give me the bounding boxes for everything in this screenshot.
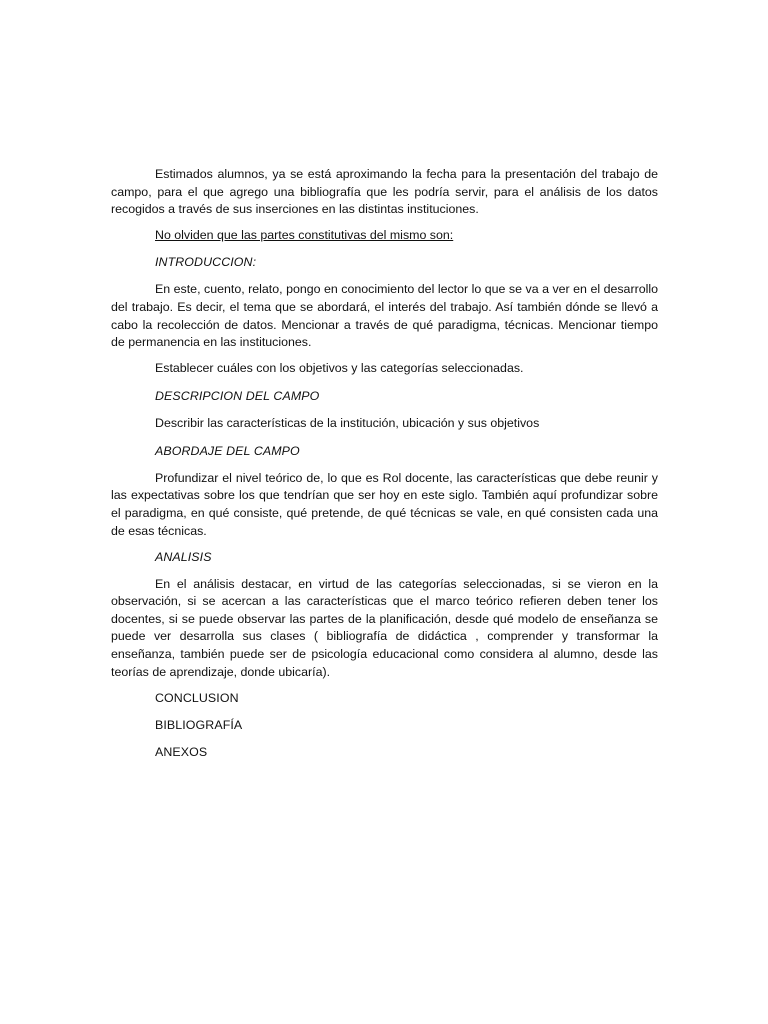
section-title-abordaje: ABORDAJE DEL CAMPO (155, 443, 300, 458)
closing-bibliografia: BIBLIOGRAFÍA (155, 717, 243, 732)
closing-conclusion: CONCLUSION (155, 690, 239, 705)
section-title-introduccion: INTRODUCCION: (155, 255, 257, 270)
section-body-abordaje: Profundizar el nivel teórico de, lo que es Rol docente, las características que debe reunir y las expectativas sobre los que tendrían que ser hoy en este siglo. También aquí profundizar sobre el paradigma, en qué consiste, qué pretende, de qué técnicas se vale, en qué consisten cada una de esas técnicas. (111, 470, 658, 538)
section-extra-introduccion: Establecer cuáles con los objetivos y las categorías seleccionadas. (155, 361, 524, 376)
document-page (111, 166, 658, 771)
section-title-analisis: ANALISIS (155, 549, 212, 564)
section-body-analisis: En el análisis destacar, en virtud de las categorías seleccionadas, si se vieron en la observación, si se acercan a las características que el marco teórico refieren deben tener los docentes, si se puede observar las partes de la planificación, desde qué modelo de enseñanza se puede ver desarrolla sus clases ( bibliografía de didáctica , comprender y transformar la enseñanza, también puede ser de psicología educacional como considera al alumno, desde las teorías de aprendizaje, donde ubicaría). (111, 576, 658, 679)
parts-reminder: No olviden que las partes constitutivas del mismo son: (155, 228, 454, 243)
section-title-descripcion: DESCRIPCION DEL CAMPO (155, 388, 320, 403)
section-body-introduccion: En este, cuento, relato, pongo en conocimiento del lector lo que se va a ver en el desarrollo del trabajo. Es decir, el tema que se abordará, el interés del trabajo. Así también dónde se llevó a cabo la recolección de datos. Mencionar a través de qué paradigma, técnicas. Mencionar tiempo de permanencia en las instituciones. (111, 282, 658, 350)
closing-anexos: ANEXOS (155, 744, 208, 759)
section-body-descripcion: Describir las características de la institución, ubicación y sus objetivos (155, 416, 540, 431)
intro-paragraph: Estimados alumnos, ya se está aproximando la fecha para la presentación del trabajo de campo, para el que agrego una bibliografía que les podría servir, para el análisis de los datos recogidos a través de sus inserciones en las distintas instituciones. (111, 167, 658, 217)
